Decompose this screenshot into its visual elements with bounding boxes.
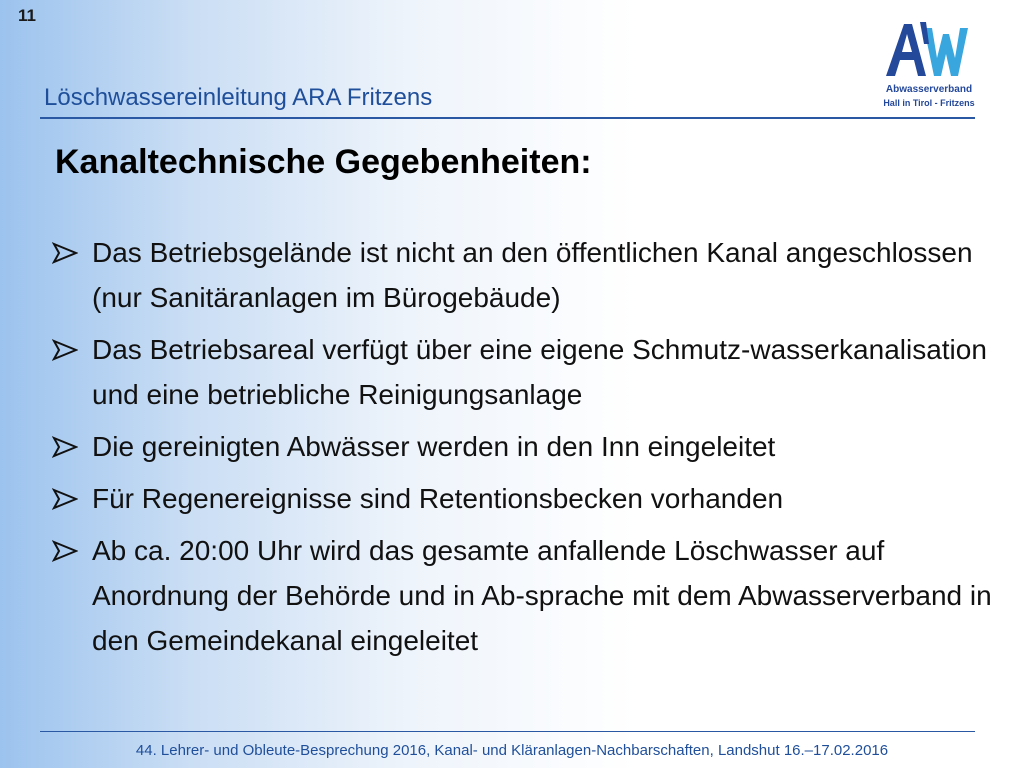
bullet-item — [52, 327, 1002, 417]
arrow-bullet-icon — [52, 488, 78, 510]
awv-logo-icon — [880, 14, 978, 82]
bullet-text: Die gereinigten Abwässer werden in den Inn eingeleitet — [92, 431, 776, 462]
section-heading: Kanaltechnische Gegebenheiten: — [55, 143, 592, 181]
slide-number: 11 — [18, 6, 36, 25]
arrow-bullet-icon — [52, 540, 78, 562]
bullet-text: Das Betriebsareal verfügt über eine eigene Schmutz-wasserkanalisation und eine betriebliche Reinigungsanlage — [92, 334, 987, 410]
footer-divider — [40, 731, 975, 732]
bullet-item — [52, 230, 1002, 320]
header-divider — [40, 117, 975, 119]
arrow-bullet-icon — [52, 436, 78, 458]
bullet-item — [52, 528, 1002, 663]
logo-organization-location: Hall in Tirol - Fritzens — [883, 98, 975, 108]
bullet-item — [52, 476, 1002, 521]
arrow-bullet-icon — [52, 339, 78, 361]
bullet-list — [52, 230, 1002, 670]
bullet-text: Ab ca. 20:00 Uhr wird das gesamte anfallende Löschwasser auf Anordnung der Behörde und in Ab-sprache mit dem Abwasserverband in den Gemeindekanal eingeleitet — [92, 535, 992, 656]
bullet-text: Das Betriebsgelände ist nicht an den öffentlichen Kanal angeschlossen (nur Sanitäranlagen im Bürogebäude) — [92, 237, 973, 313]
organization-logo — [880, 14, 978, 114]
bullet-item — [52, 424, 1002, 469]
footer-text: 44. Lehrer- und Obleute-Besprechung 2016, Kanal- und Kläranlagen-Nachbarschaften, Landshut 16.–17.02.2016 — [135, 742, 889, 759]
arrow-bullet-icon — [52, 242, 78, 264]
logo-organization-name: Abwasserverband — [885, 84, 973, 95]
page-title: Löschwassereinleitung ARA Fritzens — [44, 84, 433, 111]
bullet-text: Für Regenereignisse sind Retentionsbecken vorhanden — [92, 483, 784, 514]
